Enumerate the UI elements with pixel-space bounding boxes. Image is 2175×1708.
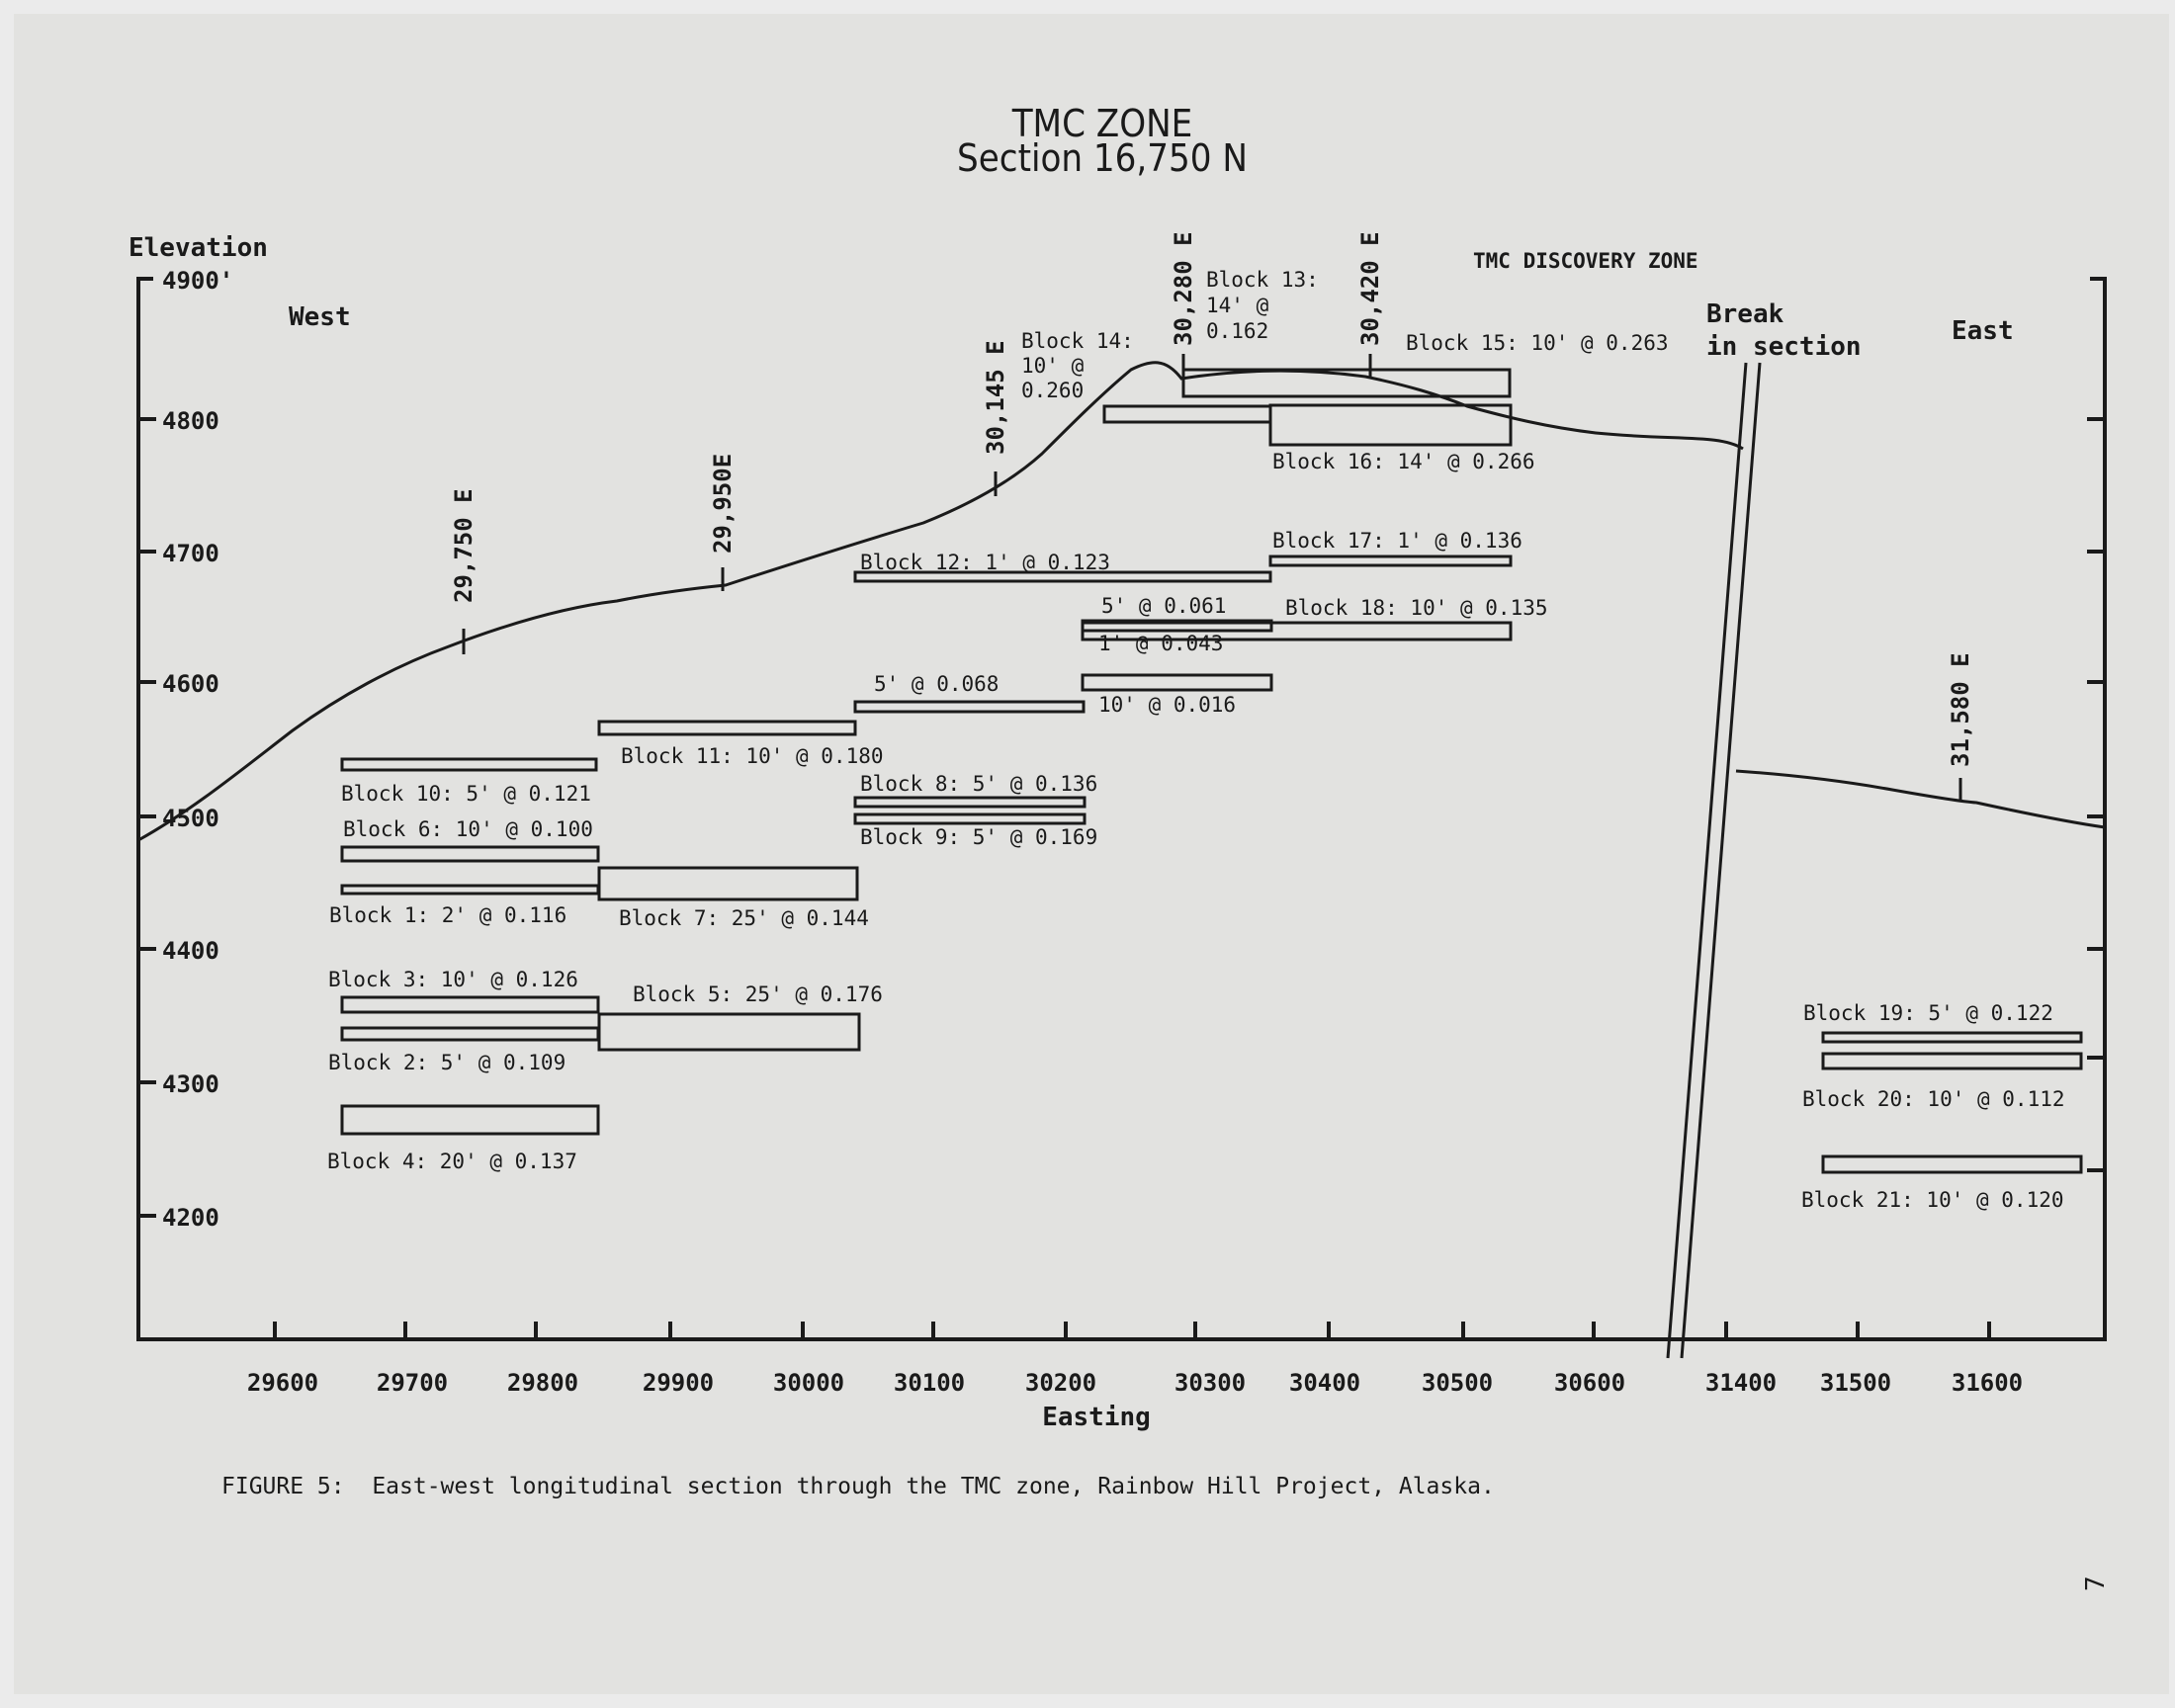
block-19-rect [1823,1033,2081,1042]
block-label: 0.162 [1206,319,1269,343]
y-tick-label: 4500 [162,805,219,832]
x-tick-label: 29900 [642,1369,715,1397]
figure-caption: FIGURE 5: East-west longitudinal section through the TMC zone, Rainbow Hill Project, Alaska. [221,1474,1495,1499]
block-label: Block 4: 20' @ 0.137 [327,1150,577,1173]
block-20-rect [1823,1054,2081,1068]
plot-frame [138,279,2105,1339]
interval-label: 10' @ 0.016 [1098,693,1237,717]
block-6-rect [342,847,598,861]
block-label: Block 9: 5' @ 0.169 [860,825,1098,849]
block-3-rect [342,997,598,1012]
block-label: Block 20: 10' @ 0.112 [1802,1087,2065,1111]
block-14-rect [1104,406,1270,422]
block-labels [327,268,2065,1212]
x-tick-label: 30100 [893,1369,966,1397]
block-7-rect [599,868,857,899]
y-ticks-right [2087,419,2105,1170]
block-5-rect [599,1014,859,1050]
interval-labels [874,594,1236,717]
block-label: 10' @ [1021,354,1085,378]
block-label: 0.260 [1021,379,1085,402]
interval-label: 1' @ 0.043 [1098,632,1224,655]
x-tick-label: 29800 [506,1369,579,1397]
block-label: Block 3: 10' @ 0.126 [328,968,578,991]
block-label: Block 8: 5' @ 0.136 [860,772,1098,796]
block-2-rect [342,1028,598,1040]
block-16-rect [1270,405,1511,445]
west-label: West [289,302,351,332]
block-label: Block 7: 25' @ 0.144 [619,906,869,930]
y-tick-label: 4200 [162,1204,219,1232]
interval-10ft-0.016-rect [1083,675,1271,690]
figure-title: TMC ZONE [1011,102,1193,145]
easting-marker-label: 30,145 E [982,340,1009,455]
block-label: Block 16: 14' @ 0.266 [1272,450,1535,473]
figure-subtitle: Section 16,750 N [957,136,1248,180]
interval-5ft-0.068-rect [855,702,1084,712]
block-17-rect [1270,556,1511,565]
block-label: Block 19: 5' @ 0.122 [1803,1001,2053,1025]
block-label: Block 13: [1206,268,1319,292]
x-tick-label: 29700 [376,1369,449,1397]
ore-blocks [342,370,2081,1172]
easting-marker-label: 29,750 E [450,488,478,603]
y-ticks-left [138,419,156,1216]
block-label: 14' @ [1206,294,1269,317]
document-page [14,14,2169,1694]
easting-marker-label: 30,420 E [1356,231,1384,346]
x-axis-label: Easting [1042,1403,1151,1432]
y-tick-label: 4300 [162,1070,219,1098]
easting-marker-label: 29,950E [709,453,737,554]
x-tick-label: 29600 [246,1369,319,1397]
y-tick-label: 4600 [162,670,219,698]
x-tick-label: 31600 [1951,1369,2024,1397]
y-tick-labels [162,267,233,1232]
easting-marker-label: 31,580 E [1947,652,1974,767]
discovery-zone-label: TMC DISCOVERY ZONE [1473,249,1698,273]
x-tick-label: 30200 [1024,1369,1097,1397]
block-label: Block 1: 2' @ 0.116 [329,903,567,927]
block-label: Block 18: 10' @ 0.135 [1285,596,1548,620]
block-label: Block 21: 10' @ 0.120 [1801,1188,2064,1212]
interval-label: 5' @ 0.068 [874,672,1000,696]
block-21-rect [1823,1156,2081,1172]
block-label: Block 17: 1' @ 0.136 [1272,529,1522,553]
x-tick-label: 30400 [1288,1369,1361,1397]
break-label-line2: in section [1706,332,1862,362]
block-label: Block 11: 10' @ 0.180 [621,744,884,768]
section-break-line [1682,363,1760,1358]
x-tick-label: 30600 [1553,1369,1626,1397]
y-tick-label: 4800 [162,407,219,435]
block-8-rect [855,798,1085,807]
cross-section-figure [14,14,2169,1694]
x-tick-label: 31500 [1819,1369,1892,1397]
block-9-rect [855,814,1085,823]
y-tick-label: 4700 [162,540,219,567]
break-label-line1: Break [1706,299,1784,329]
x-tick-label: 31400 [1704,1369,1778,1397]
block-label: Block 10: 5' @ 0.121 [341,782,591,806]
x-tick-label: 30000 [772,1369,845,1397]
block-4-rect [342,1106,598,1134]
block-label: Block 5: 25' @ 0.176 [633,982,883,1006]
y-tick-label: 4900' [162,267,234,295]
axis-frame-line [138,279,2105,1339]
east-label: East [1952,316,2014,346]
block-label: Block 15: 10' @ 0.263 [1406,331,1669,355]
block-label: Block 12: 1' @ 0.123 [860,551,1110,574]
x-tick-labels [247,1369,2023,1397]
x-tick-label: 30300 [1174,1369,1247,1397]
ground-surface-east [1736,771,2105,827]
section-break [1668,363,1760,1358]
block-label: Block 14: [1021,329,1134,353]
interval-label: 5' @ 0.061 [1101,594,1227,618]
y-axis-label: Elevation [129,233,268,263]
block-label: Block 6: 10' @ 0.100 [343,817,593,841]
block-1-rect [342,886,598,894]
block-label: Block 2: 5' @ 0.109 [328,1051,566,1074]
y-tick-label: 4400 [162,937,219,965]
easting-marker-label: 30,280 E [1170,231,1197,346]
page-number: 7 [2081,1576,2111,1591]
section-break-line [1668,363,1746,1358]
x-ticks [275,1322,1989,1339]
x-tick-label: 30500 [1421,1369,1494,1397]
block-10-rect [342,759,596,770]
block-11-rect [599,722,855,734]
